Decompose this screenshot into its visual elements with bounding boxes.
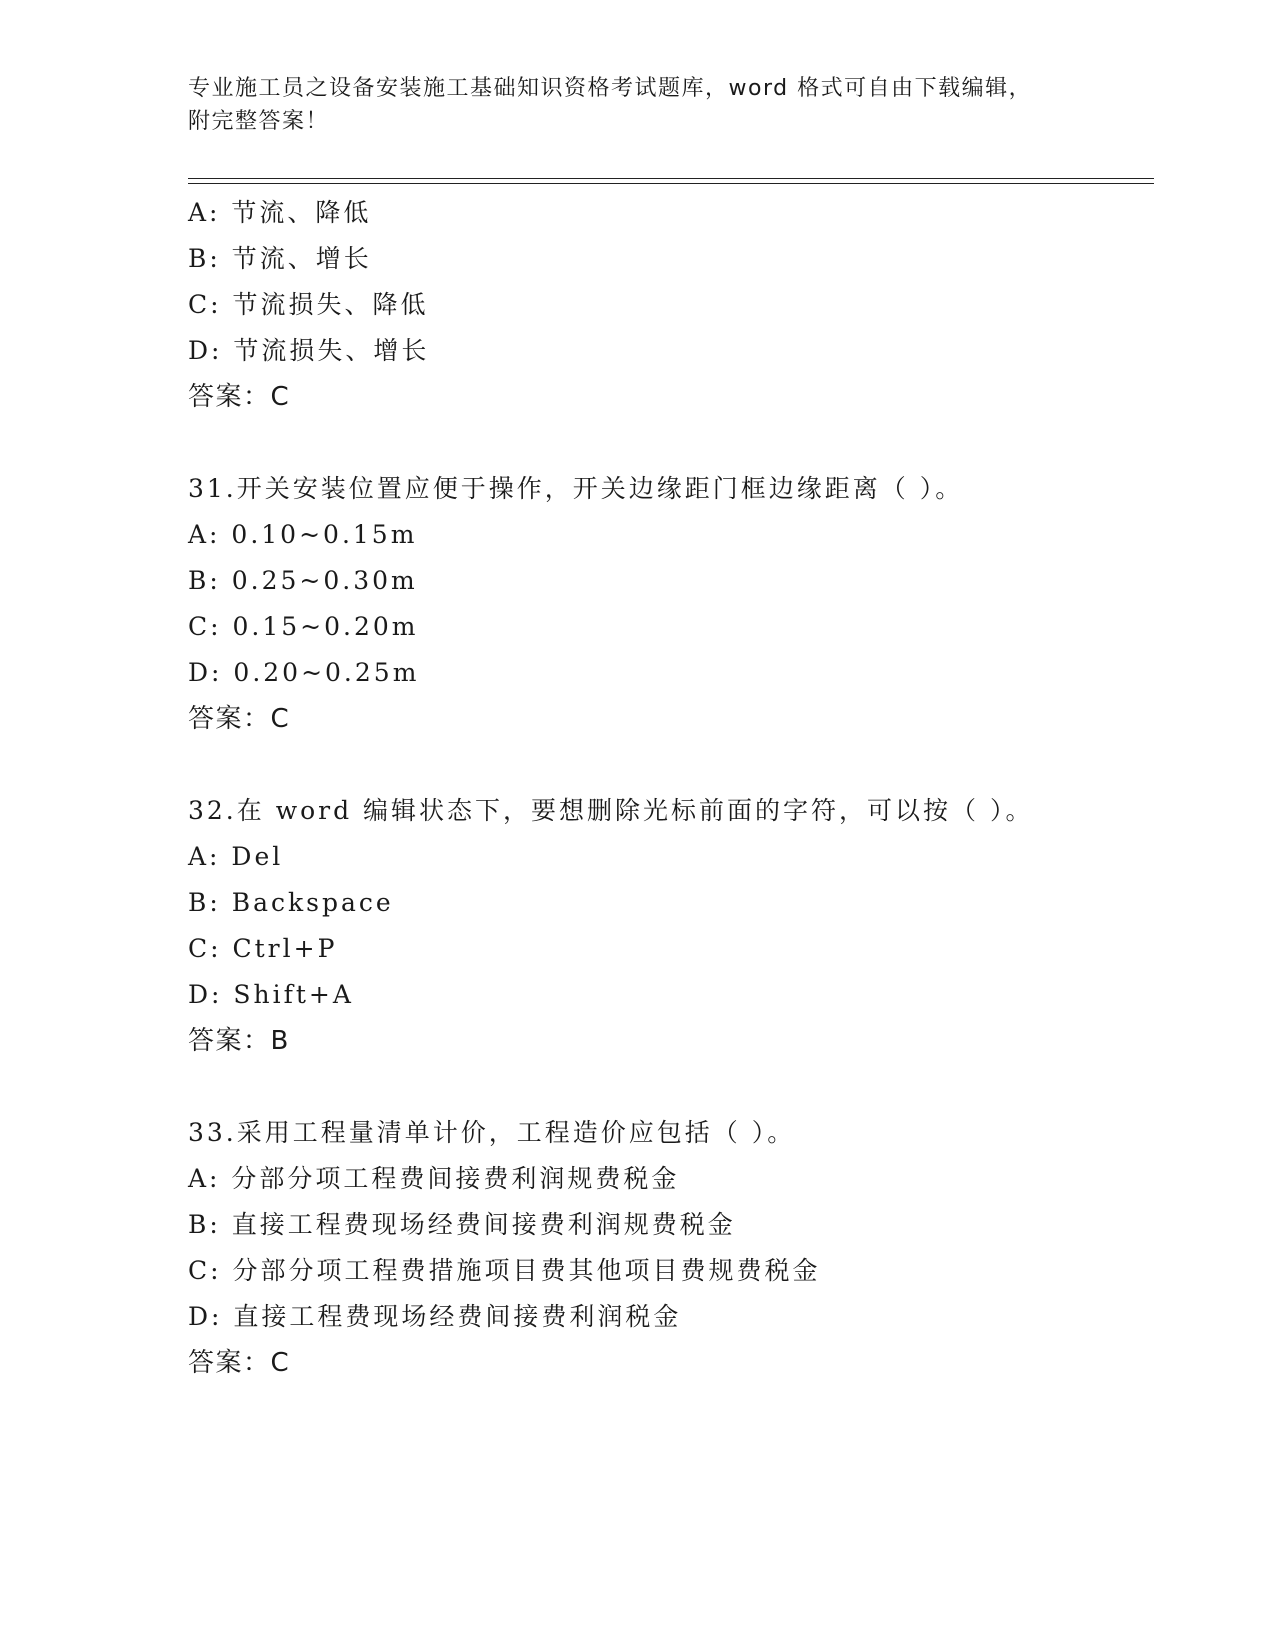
- option-b: B: 0.25~0.30m: [188, 566, 418, 595]
- document-header: [188, 72, 1088, 138]
- question-33-block: [188, 1110, 1154, 1386]
- header-divider-bottom: [188, 183, 1154, 184]
- header-line-2: 附完整答案！: [188, 109, 330, 134]
- spacer: [188, 1064, 1154, 1110]
- option-d: D: Shift+A: [188, 980, 354, 1009]
- question-text: 32.在 word 编辑状态下，要想删除光标前面的字符，可以按（ ）。: [188, 796, 1034, 825]
- question-text: 31.开关安装位置应便于操作，开关边缘距门框边缘距离（ ）。: [188, 474, 964, 503]
- header-line-1: 专业施工员之设备安装施工基础知识资格考试题库，word 格式可自由下载编辑，: [188, 76, 1033, 101]
- spacer: [188, 420, 1154, 466]
- option-c: C: 0.15~0.20m: [188, 612, 419, 641]
- question-32-block: [188, 788, 1154, 1064]
- option-d: D: 0.20~0.25m: [188, 658, 420, 687]
- option-c: C: 节流损失、降低: [188, 290, 429, 319]
- option-a: A: 分部分项工程费间接费利润规费税金: [188, 1164, 680, 1193]
- option-c: C: Ctrl+P: [188, 934, 338, 963]
- option-b: B: Backspace: [188, 888, 394, 917]
- question-30-block: [188, 190, 1154, 420]
- header-divider-top: [188, 178, 1154, 179]
- spacer: [188, 742, 1154, 788]
- question-31-block: [188, 466, 1154, 742]
- option-d: D: 直接工程费现场经费间接费利润税金: [188, 1302, 682, 1331]
- option-a: A: Del: [188, 842, 284, 871]
- question-text: 33.采用工程量清单计价，工程造价应包括（ ）。: [188, 1118, 796, 1147]
- question-list: [188, 190, 1154, 1386]
- option-b: B: 节流、增长: [188, 244, 372, 273]
- option-d: D: 节流损失、增长: [188, 336, 430, 365]
- option-c: C: 分部分项工程费措施项目费其他项目费规费税金: [188, 1256, 821, 1285]
- option-a: A: 0.10~0.15m: [188, 520, 418, 549]
- answer: 答案：C: [188, 704, 291, 734]
- answer: 答案：C: [188, 1348, 291, 1378]
- answer: 答案：B: [188, 1026, 290, 1056]
- answer: 答案：C: [188, 382, 291, 412]
- option-a: A: 节流、降低: [188, 198, 372, 227]
- option-b: B: 直接工程费现场经费间接费利润规费税金: [188, 1210, 736, 1239]
